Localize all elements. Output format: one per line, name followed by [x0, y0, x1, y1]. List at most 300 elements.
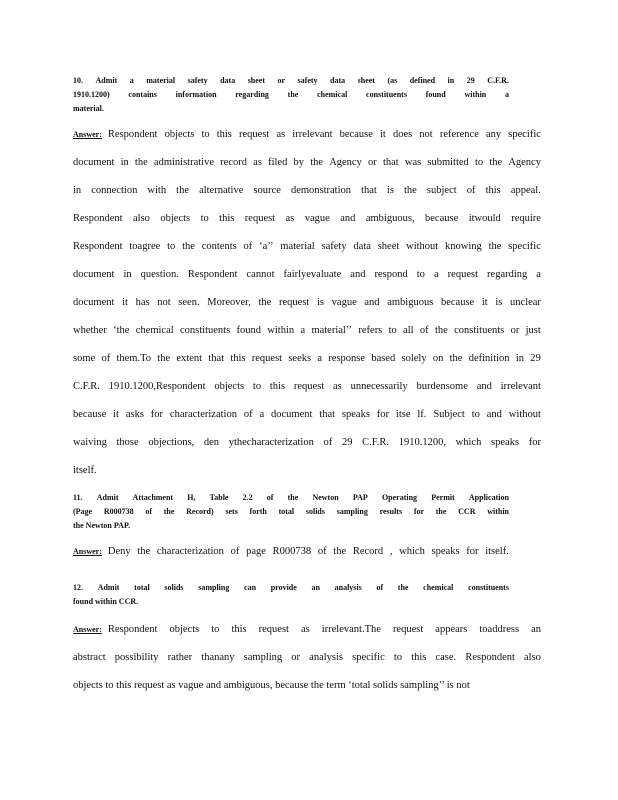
word: request: [244, 213, 276, 224]
word: was: [404, 157, 422, 168]
word: 1910.1200): [73, 90, 110, 99]
word: in: [120, 157, 129, 168]
word: appears: [435, 624, 468, 635]
word: den: [203, 437, 220, 448]
word: as: [300, 624, 310, 635]
answer-line: [73, 429, 541, 457]
word: 2.2: [242, 493, 253, 502]
word: within: [487, 507, 509, 516]
word: 11.: [73, 493, 83, 502]
word: solids: [305, 507, 325, 516]
word: objections,: [148, 437, 195, 448]
word: without: [406, 241, 439, 252]
word: 10.: [73, 76, 83, 85]
word: ambiguous,: [365, 213, 415, 224]
word: characterization: [169, 409, 237, 420]
word: the: [134, 157, 148, 168]
word: sampling: [243, 652, 283, 663]
word: contains: [128, 90, 157, 99]
word: all: [403, 325, 414, 336]
word: 1910.1200,: [398, 437, 446, 448]
word: Table: [209, 493, 229, 502]
word: provide: [270, 583, 297, 592]
answer-line: [73, 538, 541, 566]
word: speaks: [491, 437, 520, 448]
answer-line: [73, 289, 541, 317]
word: of: [266, 493, 274, 502]
word: the: [182, 241, 195, 252]
word: an: [311, 583, 320, 592]
word: request: [279, 297, 310, 308]
word: appeal.: [510, 185, 541, 196]
request-1: [73, 74, 509, 116]
word: request: [258, 624, 289, 635]
answer-text: [108, 538, 541, 566]
word: a: [505, 90, 509, 99]
word: of: [317, 546, 327, 557]
word: R000738: [103, 507, 134, 516]
word: abstract: [73, 652, 106, 663]
word: the: [489, 157, 503, 168]
word: and: [364, 297, 380, 308]
word: lf.: [417, 409, 427, 420]
word: constituents: [180, 325, 231, 336]
word: it: [379, 129, 386, 140]
word: irrelevant: [500, 381, 541, 392]
word: request: [239, 129, 270, 140]
answer-2: [73, 538, 541, 566]
word: can: [244, 583, 257, 592]
word: (as: [387, 76, 398, 85]
word: that: [319, 409, 336, 420]
word: document: [73, 269, 115, 280]
word: (Page: [73, 507, 93, 516]
word: the: [333, 546, 347, 557]
word: to: [474, 157, 484, 168]
answer-line: objects to this request as vague and ambiguous, because the term ‘total solids sampling’’ is not: [73, 680, 470, 691]
word: Permit: [431, 493, 455, 502]
word: without: [508, 409, 541, 420]
word: safety: [297, 76, 318, 85]
word: Record): [186, 507, 214, 516]
word: toagree: [129, 241, 161, 252]
word: the: [397, 583, 409, 592]
word: the: [176, 185, 189, 196]
word: characterization: [156, 546, 224, 557]
word: as: [253, 157, 262, 168]
word: not: [419, 129, 433, 140]
word: this: [269, 381, 286, 392]
word: in: [447, 76, 455, 85]
word: knowing: [445, 241, 482, 252]
answer-line: itself.: [73, 465, 97, 476]
request-line: [73, 88, 509, 102]
word: 29: [466, 76, 475, 85]
word: to: [471, 409, 480, 420]
word: cannot: [246, 269, 275, 280]
word: material: [146, 76, 176, 85]
word: sheet: [377, 241, 400, 252]
word: the: [137, 546, 151, 557]
answer-line: [73, 121, 541, 149]
word: request: [293, 381, 325, 392]
answer-line: [73, 401, 541, 429]
word: request: [447, 269, 478, 280]
word: itself.: [485, 546, 509, 557]
word: Subject: [433, 409, 465, 420]
word: H,: [187, 493, 196, 502]
word: administrative: [153, 157, 214, 168]
word: possibility: [114, 652, 159, 663]
word: CCR: [458, 507, 476, 516]
word: whether: [73, 325, 107, 336]
word: objects: [160, 213, 191, 224]
word: because: [339, 129, 373, 140]
word: 29: [341, 437, 353, 448]
word: itse: [395, 409, 411, 420]
word: this: [219, 213, 235, 224]
word: document: [271, 409, 313, 420]
word: that: [208, 353, 225, 364]
word: of: [419, 325, 429, 336]
word: respond: [374, 269, 408, 280]
word: constituents: [454, 325, 505, 336]
word: of: [323, 437, 333, 448]
answer-line: [73, 261, 541, 289]
word: to: [211, 624, 220, 635]
word: PAP: [352, 493, 368, 502]
word: them.To: [116, 353, 152, 364]
word: a: [129, 76, 134, 85]
word: thanany: [201, 652, 235, 663]
word: specific: [508, 241, 541, 252]
word: document: [73, 157, 115, 168]
answer-line: [73, 373, 541, 401]
word: any: [485, 129, 502, 140]
request-line: the Newton PAP.: [73, 521, 131, 530]
word: objects: [214, 381, 245, 392]
word: of: [243, 241, 253, 252]
word: solids: [164, 583, 184, 592]
answer-line: [73, 233, 541, 261]
request-3: [73, 581, 509, 609]
word: also: [133, 213, 150, 224]
word: Agency: [508, 157, 541, 168]
word: material: [280, 241, 315, 252]
word: data: [220, 76, 236, 85]
word: response: [328, 353, 366, 364]
word: material’’: [311, 325, 353, 336]
word: of: [243, 409, 253, 420]
word: the: [163, 507, 175, 516]
word: does: [392, 129, 413, 140]
word: constituents: [468, 583, 509, 592]
word: ‘the: [113, 325, 130, 336]
word: a: [259, 409, 265, 420]
word: for: [466, 546, 479, 557]
word: in: [515, 353, 524, 364]
word: of: [230, 546, 240, 557]
answer-text: [108, 616, 541, 644]
word: regarding: [487, 269, 528, 280]
word: vague: [304, 213, 330, 224]
word: by: [293, 157, 305, 168]
answer-line: [73, 149, 541, 177]
word: rather: [167, 652, 193, 663]
word: 1910.1200,Respondent: [108, 381, 206, 392]
word: vague: [331, 297, 357, 308]
request-line: found within CCR.: [73, 597, 139, 606]
word: sets: [225, 507, 238, 516]
word: this: [231, 624, 247, 635]
word: and: [350, 269, 366, 280]
answer-line: [73, 644, 541, 672]
word: the: [434, 325, 448, 336]
word: the: [157, 353, 171, 364]
word: the: [435, 507, 447, 516]
word: which: [455, 437, 482, 448]
word: definition: [468, 353, 510, 364]
word: data: [353, 241, 371, 252]
word: analysis: [309, 652, 343, 663]
word: within: [464, 90, 487, 99]
word: Newton: [312, 493, 339, 502]
word: those: [116, 437, 139, 448]
word: total: [278, 507, 295, 516]
word: asks: [125, 409, 144, 420]
word: itwould: [468, 213, 501, 224]
word: an: [531, 624, 541, 635]
word: a: [536, 269, 541, 280]
answer-line: [73, 205, 541, 233]
answer-line: [73, 345, 541, 373]
word: for: [376, 409, 390, 420]
word: because: [440, 297, 475, 308]
word: chemical: [317, 90, 348, 99]
request-line: [73, 74, 509, 88]
word: as: [333, 381, 342, 392]
word: request: [392, 624, 424, 635]
word: or: [291, 652, 301, 663]
answer-text: [108, 121, 541, 149]
word: Agency: [329, 157, 362, 168]
word: Respondent: [187, 269, 238, 280]
word: burdensome: [416, 381, 468, 392]
word: as: [276, 129, 286, 140]
word: the: [310, 157, 324, 168]
word: sheet: [247, 76, 266, 85]
answer-label: Answer:: [73, 130, 102, 139]
word: or: [368, 157, 377, 168]
word: of: [145, 507, 152, 516]
word: the: [258, 297, 272, 308]
request-line: [73, 491, 509, 505]
word: and: [476, 381, 492, 392]
word: is: [495, 297, 503, 308]
word: Operating: [381, 493, 418, 502]
answer-label: Answer:: [73, 625, 102, 634]
word: regarding: [235, 90, 269, 99]
word: filed: [268, 157, 288, 168]
word: submitted: [427, 157, 469, 168]
word: R000738: [272, 546, 312, 557]
answer-label: Answer:: [73, 547, 102, 556]
word: the: [404, 185, 417, 196]
word: record: [220, 157, 247, 168]
word: the: [488, 241, 502, 252]
word: as: [285, 213, 295, 224]
word: Record: [352, 546, 384, 557]
word: Respondent: [73, 241, 123, 252]
word: total: [134, 583, 150, 592]
word: solely: [401, 353, 427, 364]
word: objects: [169, 624, 200, 635]
word: just: [525, 325, 541, 336]
word: require: [511, 213, 541, 224]
word: not: [157, 297, 171, 308]
word: of: [101, 353, 111, 364]
word: for: [413, 507, 425, 516]
request-line: [73, 581, 509, 595]
word: some: [73, 353, 96, 364]
word: to: [201, 129, 210, 140]
word: because: [425, 213, 459, 224]
word: document: [73, 297, 115, 308]
word: to: [167, 241, 176, 252]
word: C.F.R.: [73, 381, 100, 392]
word: demonstration: [290, 185, 352, 196]
word: Respondent: [465, 652, 515, 663]
word: that: [361, 185, 377, 196]
word: Admit: [97, 583, 120, 592]
word: extent: [176, 353, 203, 364]
word: sampling: [198, 583, 230, 592]
answer-3: [73, 616, 541, 700]
word: objects: [164, 129, 195, 140]
word: results: [379, 507, 403, 516]
word: on: [432, 353, 444, 364]
word: based: [371, 353, 396, 364]
word: is: [316, 297, 324, 308]
word: to: [200, 213, 209, 224]
word: connection: [91, 185, 138, 196]
word: it: [113, 409, 119, 420]
word: a: [317, 353, 323, 364]
answer-line: [73, 177, 541, 205]
word: this: [485, 185, 501, 196]
word: that: [382, 157, 399, 168]
word: speaks: [341, 409, 370, 420]
word: defined: [409, 76, 436, 85]
word: toaddress: [479, 624, 520, 635]
word: fairlyevaluate: [283, 269, 342, 280]
word: alternative: [199, 185, 244, 196]
word: the: [449, 353, 463, 364]
word: ‘a’’: [259, 241, 274, 252]
word: sampling: [336, 507, 368, 516]
word: also: [524, 652, 541, 663]
word: specific: [352, 652, 385, 663]
word: and: [340, 213, 356, 224]
word: constituents: [366, 90, 407, 99]
word: request: [251, 353, 283, 364]
word: is: [386, 185, 394, 196]
word: question.: [140, 269, 179, 280]
word: 29: [530, 353, 541, 364]
word: to: [416, 269, 425, 280]
word: to: [393, 652, 403, 663]
answer-line: [73, 317, 541, 345]
word: a: [433, 269, 439, 280]
word: to: [388, 325, 397, 336]
word: found: [236, 325, 261, 336]
word: which: [399, 546, 425, 557]
word: chemical: [135, 325, 174, 336]
request-line: [73, 505, 509, 519]
word: Respondent: [73, 213, 123, 224]
word: Respondent: [107, 129, 158, 140]
word: ythecharacterization: [228, 437, 314, 448]
word: or: [510, 325, 520, 336]
word: analysis: [334, 583, 362, 592]
word: ,: [389, 546, 393, 557]
word: data: [330, 76, 346, 85]
word: this: [411, 652, 427, 663]
word: for: [150, 409, 164, 420]
word: the: [287, 90, 299, 99]
word: irrelevant.The: [321, 624, 381, 635]
word: chemical: [423, 583, 454, 592]
word: and: [486, 409, 502, 420]
word: safety: [187, 76, 208, 85]
word: for: [528, 437, 541, 448]
word: safety: [321, 241, 347, 252]
word: Admit: [95, 76, 118, 85]
word: this: [230, 353, 246, 364]
word: it: [481, 297, 488, 308]
word: in: [123, 269, 132, 280]
request-line: material.: [73, 104, 104, 113]
word: has: [135, 297, 150, 308]
word: unnecessarily: [350, 381, 408, 392]
answer-1: [73, 121, 541, 485]
word: specific: [508, 129, 541, 140]
word: a: [300, 325, 306, 336]
word: case.: [435, 652, 457, 663]
word: C.F.R.: [362, 437, 390, 448]
word: Respondent: [107, 624, 158, 635]
request-2: [73, 491, 509, 533]
word: unclear: [510, 297, 541, 308]
answer-line: [73, 616, 541, 644]
word: Application: [468, 493, 509, 502]
word: subject: [426, 185, 457, 196]
word: source: [253, 185, 281, 196]
word: forth: [249, 507, 267, 516]
word: refers: [358, 325, 383, 336]
word: it: [122, 297, 128, 308]
word: contents: [201, 241, 237, 252]
word: speaks: [431, 546, 460, 557]
word: found: [425, 90, 446, 99]
word: of: [376, 583, 384, 592]
word: the: [287, 493, 299, 502]
word: in: [73, 185, 82, 196]
word: Admit: [96, 493, 119, 502]
word: C.F.R.: [487, 76, 509, 85]
word: ambiguous: [387, 297, 434, 308]
word: page: [246, 546, 266, 557]
